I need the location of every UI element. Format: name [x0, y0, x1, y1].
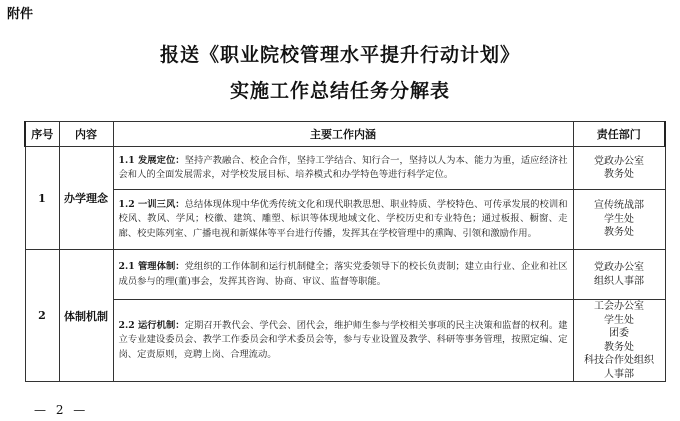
header-responsible-dept: 责任部门: [573, 122, 665, 147]
task-breakdown-table: [24, 121, 666, 382]
attachment-label: 附件: [7, 7, 34, 22]
work-item-text: 定期召开教代会、学代会、团代会，维护师生参与学校相关事项的民主决策和监督的权利。建立专业建设委员会、教学工作委员会和学术委员会等，参与专业设置及教学、科研等事务管理，按照定编、定岗、定责原则，竞聘上岗、合理流动。: [118, 319, 568, 360]
table-row: [25, 190, 665, 250]
department-name: 学生处: [604, 314, 634, 326]
responsible-departments: [573, 250, 665, 300]
row-number: 1: [25, 147, 59, 250]
work-item-text: 坚持产教融合、校企合作，坚持工学结合、知行合一，坚持以人为本、能力为重，适应经济社会和人的全面发展需求，对学校发展目标、培养模式和办学特色等进行科学定位。: [118, 154, 568, 180]
row-category: 办学理念: [59, 147, 113, 250]
document-title-line-1: 报送《职业院校管理水平提升行动计划》: [159, 44, 520, 66]
department-name: 人事部: [604, 368, 634, 380]
work-item-lead: 2.2 运行机制：: [118, 319, 185, 331]
table-row: [25, 300, 665, 382]
work-item: [113, 250, 573, 300]
department-name: 学生处: [604, 213, 634, 225]
department-name: 科技合作处组织: [584, 355, 654, 366]
document-title-line-2: 实施工作总结任务分解表: [229, 80, 450, 102]
header-main-work: 主要工作内涵: [113, 122, 573, 147]
responsible-departments: [573, 190, 665, 250]
table-header-row: [25, 122, 665, 147]
row-number: 2: [25, 250, 59, 382]
work-item-lead: 1.2 一训三风：: [118, 198, 185, 210]
header-content: 内容: [59, 122, 113, 147]
department-name: 宣传统战部: [594, 200, 644, 212]
work-item: [113, 190, 573, 250]
department-name: 团委: [609, 328, 629, 339]
header-serial-number: 序号: [25, 122, 59, 147]
responsible-departments: [573, 300, 665, 382]
table-row: [25, 147, 665, 190]
department-name: 党政办公室: [594, 155, 644, 167]
department-name: 工会办公室: [594, 301, 644, 312]
department-name: 组织人事部: [594, 275, 644, 287]
page-number: — 2 —: [34, 403, 89, 417]
work-item-text: 总结体现体现中华优秀传统文化和现代职教思想、职业特质、学校特色、可传承发展的校训和校风、教风、学风；校徽、建筑、雕塑、标识等体现地域文化、学校历史和专业特色；通过板报、橱窗、走廊、校史陈列室、广播电视和新媒体等平台进行传播，发挥其在学校管理中的熏陶、引领和激励作用。: [118, 198, 568, 239]
work-item: [113, 147, 573, 190]
department-name: 教务处: [604, 227, 634, 239]
row-category: 体制机制: [59, 250, 113, 382]
department-name: 教务处: [604, 341, 634, 353]
department-name: 教务处: [604, 169, 634, 180]
work-item-lead: 2.1 管理体制：: [118, 261, 185, 272]
work-item: [113, 300, 573, 382]
department-name: 党政办公室: [594, 262, 644, 273]
work-item-lead: 1.1 发展定位：: [118, 154, 185, 166]
work-item-text: 党组织的工作体制和运行机制健全；落实党委领导下的校长负责制；建立由行业、企业和社区成员参与的理(董)事会，发挥其咨询、协商、审议、监督等职能。: [118, 261, 568, 287]
table-row: [25, 250, 665, 300]
responsible-departments: [573, 147, 665, 190]
